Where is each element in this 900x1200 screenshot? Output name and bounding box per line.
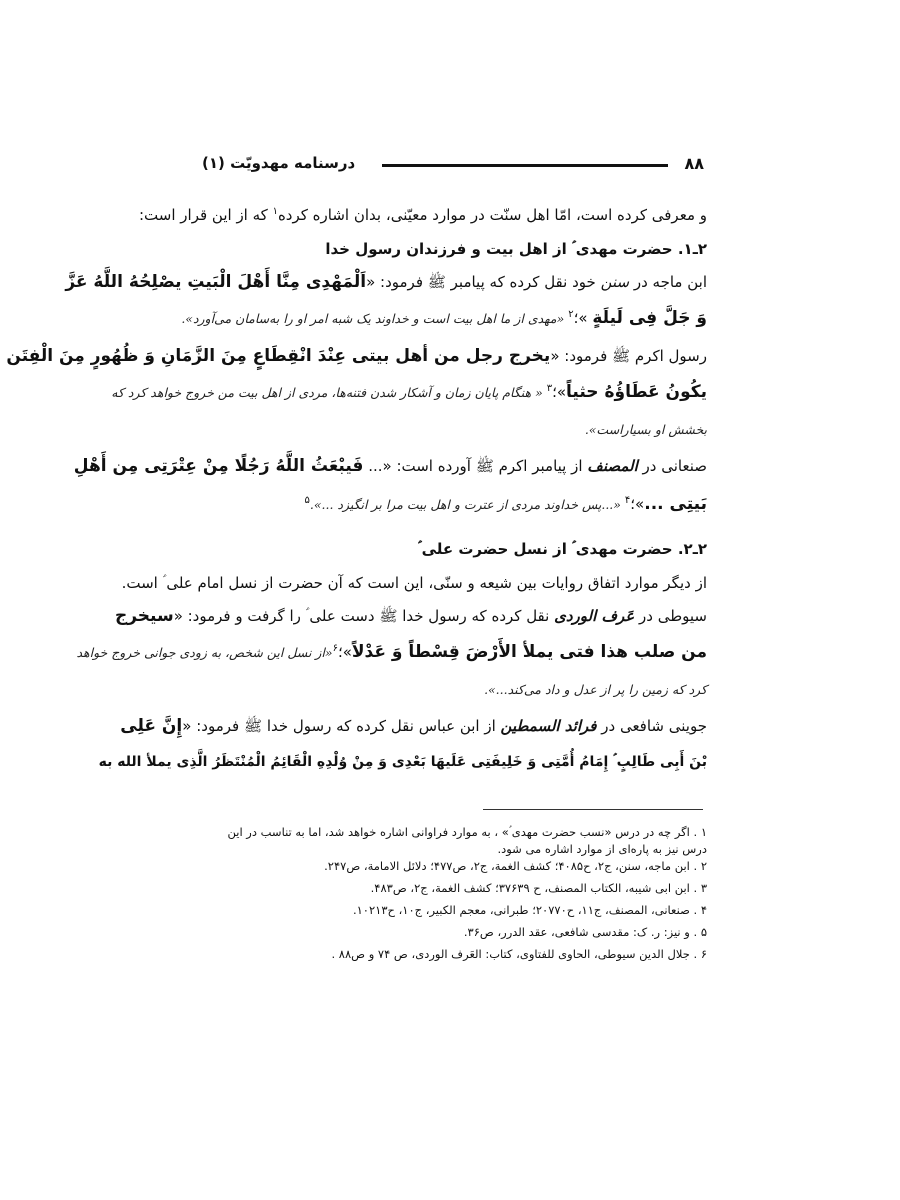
text: جوینی شافعی در bbox=[596, 717, 707, 735]
s1-p1-line2 bbox=[181, 308, 707, 328]
footnote-1: ۱ . اگر چه در درس «نسب حضرت مهدی ؑ» ، به موارد فراوانی اشاره خواهد شد، اما به تناسب در این درس نیز به پاره‌ای از موارد اشاره می شود. bbox=[227, 825, 707, 856]
text: صنعانی در bbox=[637, 457, 707, 475]
intro-text: و معرفی کرده است، امّا اهل سنّت در موارد معیّنی، بدان اشاره کرده bbox=[277, 206, 707, 224]
footnote-ref: ۲ bbox=[568, 309, 574, 320]
footnote-ref: ۵ bbox=[304, 495, 310, 506]
s1-p1-line1 bbox=[65, 272, 707, 295]
text: ابن ماجه در bbox=[629, 273, 707, 291]
translation: « هنگام پایان زمان و آشکار شدن فتنه‌ها، مردی از اهل بیت من خروج خواهد کرد که bbox=[111, 385, 547, 400]
text: سیوطی در bbox=[634, 607, 707, 625]
s1-p2-line1 bbox=[6, 346, 707, 369]
arabic-quote: فَیبْعَثُ اللَّهُ رَجُلًا مِنْ عِتْرَتِی مِن أَهْلِ bbox=[73, 456, 364, 476]
text: »؛ bbox=[552, 383, 567, 401]
arabic-quote: اَلْمَهْدِی مِنَّا أَهْلَ الْبَیتِ یصْلِحُهُ اللَّهُ عَزَّ bbox=[65, 272, 367, 292]
arabic-quote: سیخرج bbox=[114, 606, 174, 626]
footnote-ref: ۱ bbox=[272, 206, 278, 217]
arabic-quote: بْنَ أَبِی طَالِبٍ ؑ إِمَامُ أُمَّتِی وَ خَلِیفَتِی عَلَیهَا بَعْدِی وَ مِنْ وُلْدِهِ الْقَائِمُ الْمُنْتَظَرُ الَّذِی یملأ الله به bbox=[98, 754, 707, 770]
s2-p1-line3 bbox=[76, 642, 707, 662]
footnote-ref: ۳ bbox=[546, 383, 553, 394]
footnote-ref: ۶ bbox=[332, 643, 338, 654]
s2-p1-line4 bbox=[200, 680, 707, 698]
book-title: المصنف bbox=[587, 457, 638, 475]
footnote-separator bbox=[483, 809, 703, 810]
arabic-quote: بَیتِی ... bbox=[644, 494, 707, 514]
translation: «از نسل این شخص، به زودی جوانی خروج خواهد bbox=[76, 645, 333, 660]
s1-p3-line1 bbox=[73, 456, 707, 479]
arabic-quote: من صلب هذا فتی یملأ الأَرْضَ قِسْطاً وَ عَدْلاً bbox=[351, 642, 707, 662]
arabic-quote: یخرج رجل من أهل بیتی عِنْدَ انْقِطَاعٍ مِنَ الزَّمَانِ وَ ظُهُورٍ مِنَ الْفِتَن bbox=[6, 346, 551, 366]
footnote-4: ۴ . صنعانی، المصنف، ج۱۱، ح۲۰۷۷۰؛ طبرانی، معجم الکبیر، ج۱۰، ح۱۰۲۱۳. bbox=[352, 903, 707, 917]
arabic-quote: إِنَّ عَلِی bbox=[120, 716, 183, 736]
footnote-3: ۳ . ابن ابی شیبه، الکتاب المصنف، ح ۳۷۶۳۹؛ کشف الغمة، ج۲، ص۴۸۳. bbox=[370, 881, 707, 895]
intro-line bbox=[139, 206, 707, 224]
text: نقل کرده که رسول خدا ﷺ دست علی ؑ را گرفت و فرمود: « bbox=[173, 607, 555, 625]
header-title: درسنامه مهدویّت (۱) bbox=[202, 154, 356, 172]
s1-p3-line2 bbox=[200, 494, 707, 514]
book-title: عَرف الوردی bbox=[554, 607, 635, 625]
text: از پیامبر اکرم ﷺ آورده است: «... bbox=[363, 457, 588, 475]
intro-text-end: که از این قرار است: bbox=[139, 206, 273, 224]
footnote-6: ۶ . جلال الدین سیوطی، الحاوی للفتاوی، کتاب: العَرف الوردی، ص ۷۴ و ص۸۸ . bbox=[331, 947, 707, 961]
footnote-ref: ۴ bbox=[624, 495, 631, 506]
text: »؛ bbox=[337, 643, 352, 661]
s2-p1-line2 bbox=[114, 606, 707, 629]
footnote-5: ۵ . و نیز: ر. ک: مقدسی شافعی، عقد الدرر، ص۳۶. bbox=[463, 925, 707, 939]
s1-p2-line3 bbox=[200, 420, 707, 438]
text: »؛ bbox=[573, 309, 593, 327]
text: خود نقل کرده که پیامبر ﷺ فرمود: « bbox=[366, 273, 601, 291]
footnote-2: ۲ . ابن ماجه، سنن، ج۲، ح۴۰۸۵؛ کشف الغمة، ج۲، ص۴۷۷؛ دلائل الامامة، ص۲۴۷. bbox=[324, 859, 707, 873]
section-heading-1: ۲ـ۱. حضرت مهدی ؑ از اهل بیت و فرزندان رسول خدا bbox=[325, 240, 707, 258]
book-title: سنن bbox=[600, 273, 630, 291]
s1-p2-line2 bbox=[111, 382, 707, 402]
text: »؛ bbox=[630, 495, 645, 513]
translation: «مهدی از ما اهل بیت است و خداوند یک شبه امر او را به‌سامان می‌آورد». bbox=[181, 311, 569, 326]
s2-p1-line1: از دیگر موارد اتفاق روایات بین شیعه و سنّی، این است که آن حضرت از نسل امام علی ؑ است. bbox=[121, 574, 707, 592]
arabic-quote: یکُونُ عَطَاؤُهُ حثیاً bbox=[566, 382, 707, 402]
s2-p2-line1 bbox=[120, 716, 707, 739]
header-rule bbox=[382, 164, 668, 167]
page-number: ۸۸ bbox=[684, 154, 704, 173]
arabic-quote: وَ جَلَّ فِی لَیلَةٍ bbox=[592, 308, 707, 328]
translation: کرد که زمین را پر از عدل و داد می‌کند...». bbox=[484, 682, 707, 697]
section-heading-2: ۲ـ۲. حضرت مهدی ؑ از نسل حضرت علی ؑ bbox=[417, 540, 707, 558]
text: از ابن عباس نقل کرده که رسول خدا ﷺ فرمود: « bbox=[182, 717, 501, 735]
translation: «...پس خداوند مردی از عترت و اهل بیت مرا بر انگیزد ...». bbox=[309, 497, 625, 512]
s2-p2-line2 bbox=[98, 754, 707, 770]
running-header bbox=[202, 150, 704, 180]
text: رسول اکرم ﷺ فرمود: « bbox=[550, 347, 707, 365]
translation: بخشش او بسیاراست». bbox=[584, 422, 707, 437]
book-title: فرائد السمطین bbox=[500, 717, 597, 735]
